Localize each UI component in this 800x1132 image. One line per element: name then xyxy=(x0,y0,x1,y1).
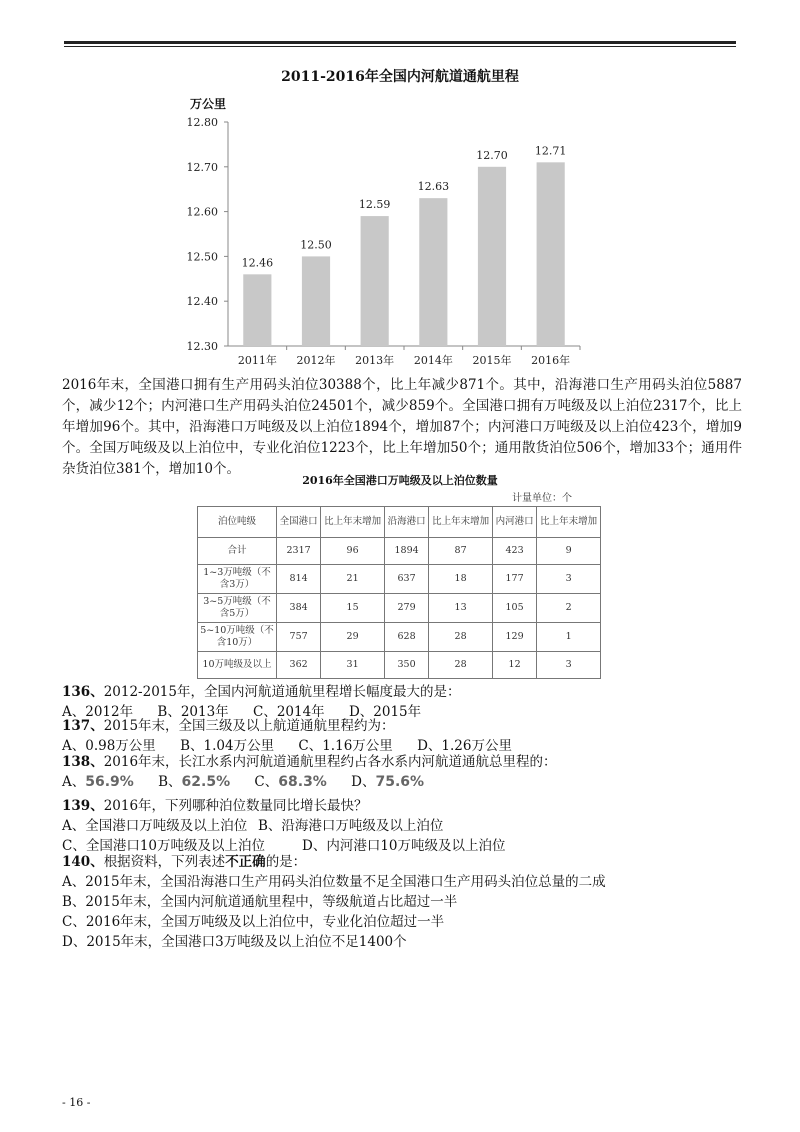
table-row-label: 合计 xyxy=(198,538,277,565)
table-cell: 628 xyxy=(384,623,428,652)
option-d: D、2015年 xyxy=(348,704,422,720)
option-b: B、1.04万公里 xyxy=(180,738,275,754)
option-a: A、0.98万公里 xyxy=(62,738,156,754)
table-title: 2016年全国港口万吨级及以上泊位数量 xyxy=(302,474,498,487)
question-stem: 2012-2015年，全国内河航道通航里程增长幅度最大的是： xyxy=(103,684,461,700)
table-header-cell: 全国港口 xyxy=(277,507,321,538)
table-cell: 177 xyxy=(492,565,536,594)
table-header-cell: 泊位吨级 xyxy=(198,507,277,538)
bar xyxy=(478,167,506,346)
emphasis-incorrect: 不正确 xyxy=(225,854,266,870)
question-number: 140 xyxy=(62,854,91,870)
option-c: C、2014年 xyxy=(252,704,325,720)
y-tick-label: 12.50 xyxy=(186,250,218,264)
table-header-cell: 内河港口 xyxy=(492,507,536,538)
x-tick-label: 2013年 xyxy=(355,354,395,367)
bar-value-label: 12.71 xyxy=(534,144,567,158)
option-a: A、2015年末，全国沿海港口生产用码头泊位数量不足全国港口生产用码头泊位总量的二成 xyxy=(62,874,606,890)
bar xyxy=(243,274,271,346)
body-paragraph: 2016年末，全国港口拥有生产用码头泊位30388个，比上年减少871个。其中，沿海港口生产用码头泊位5887个，减少12个；内河港口生产用码头泊位24501个，减少859个。全国港口拥有万吨级及以上泊位2317个，比上年增加96个。其中，沿海港口万吨级及以上泊位1894个，增加87个；内河港口万吨级及以上泊位423个，增加9个。全国万吨级及以上泊位中，专业化泊位1223个，比上年增加50个；通用散货泊位506个，增加33个；通用件杂货泊位381个，增加10个。 xyxy=(62,377,742,477)
bar xyxy=(302,256,330,346)
question-138: 138、2016年末，长江水系内河航道通航里程约占各水系内河航道通航总里程的： A、56.9% B、62.5% C、68.3% D、75.6% xyxy=(62,754,557,790)
table-row xyxy=(198,565,601,594)
y-tick-label: 12.30 xyxy=(186,340,218,353)
option-a: A、2012年 xyxy=(62,704,134,720)
option-b: B、沿海港口万吨级及以上泊位 xyxy=(258,818,444,834)
x-tick-label: 2016年 xyxy=(531,354,571,367)
option-c: C、1.16万公里 xyxy=(298,738,393,754)
table-cell: 350 xyxy=(384,652,428,679)
option-d-letter: D、 xyxy=(351,774,376,790)
option-b-value: 62.5% xyxy=(181,774,231,790)
y-tick-label: 12.70 xyxy=(186,160,218,174)
table-cell: 2 xyxy=(537,594,601,623)
x-tick-label: 2015年 xyxy=(472,354,512,367)
question-number: 137 xyxy=(62,718,91,734)
table-cell: 15 xyxy=(321,594,385,623)
table-cell: 18 xyxy=(429,565,493,594)
x-tick-label: 2012年 xyxy=(296,354,336,367)
table-row xyxy=(198,623,601,652)
table-cell: 1894 xyxy=(384,538,428,565)
question-stem: 2015年末，全国三级及以上航道通航里程约为： xyxy=(103,718,395,734)
table-cell: 9 xyxy=(537,538,601,565)
option-c: C、2016年末，全国万吨级及以上泊位中，专业化泊位超过一半 xyxy=(62,914,445,930)
table-row xyxy=(198,652,601,679)
question-number: 139 xyxy=(62,798,91,814)
option-b-letter: B、 xyxy=(158,774,182,790)
table-cell: 13 xyxy=(429,594,493,623)
table-cell: 637 xyxy=(384,565,428,594)
question-stem: 2016年，下列哪种泊位数量同比增长最快？ xyxy=(103,798,368,814)
y-tick-label: 12.60 xyxy=(186,205,218,219)
table-row-label: 1~3万吨级（不含3万） xyxy=(198,565,277,594)
option-a-letter: A、 xyxy=(62,774,86,790)
table-unit: 计量单位：个 xyxy=(512,493,572,504)
question-140: 140、根据资料，下列表述不正确的是： A、2015年末，全国沿海港口生产用码头泊位数量不足全国港口生产用码头泊位总量的二成 B、2015年末，全国内河航道通航里程中，等级航道占比超过一半 C、2016年末，全国万吨级及以上泊位中，专业化泊位超过一半 D、2015年末，全国港口3万吨级及以上泊位不足1400个 xyxy=(62,852,752,952)
table-cell: 362 xyxy=(277,652,321,679)
option-d: D、1.26万公里 xyxy=(417,738,512,754)
table-header-row xyxy=(198,507,601,538)
option-c-letter: C、 xyxy=(254,774,279,790)
bar-value-label: 12.59 xyxy=(358,198,391,212)
table-row-label: 10万吨级及以上 xyxy=(198,652,277,679)
table-cell: 279 xyxy=(384,594,428,623)
chart-title: 2011-2016年全国内河航道通航里程 xyxy=(281,69,519,85)
table-header-cell: 比上年末增加 xyxy=(321,507,385,538)
question-136: 136、2012-2015年，全国内河航道通航里程增长幅度最大的是： A、2012年 B、2013年 C、2014年 D、2015年 xyxy=(62,684,461,720)
table-cell: 29 xyxy=(321,623,385,652)
x-tick-label: 2014年 xyxy=(413,354,453,367)
option-d-value: 75.6% xyxy=(375,774,425,790)
table-row-label: 5~10万吨级（不含10万） xyxy=(198,623,277,652)
berth-table xyxy=(197,506,601,679)
table-cell: 21 xyxy=(321,565,385,594)
table-cell: 31 xyxy=(321,652,385,679)
option-a-value: 56.9% xyxy=(85,774,134,790)
table-cell: 3 xyxy=(537,652,601,679)
question-137: 137、2015年末，全国三级及以上航道通航里程约为： A、0.98万公里 B、1.04万公里 C、1.16万公里 D、1.26万公里 xyxy=(62,718,512,754)
y-axis-label: 万公里 xyxy=(190,97,227,111)
bar-value-label: 12.46 xyxy=(241,256,274,270)
table-cell: 87 xyxy=(429,538,493,565)
question-number: 138 xyxy=(62,754,91,770)
table-cell: 28 xyxy=(429,652,493,679)
table-header-cell: 比上年末增加 xyxy=(429,507,493,538)
table-cell: 96 xyxy=(321,538,385,565)
option-b: B、2015年末，全国内河航道通航里程中，等级航道占比超过一半 xyxy=(62,894,458,910)
option-c: C、全国港口10万吨级及以上泊位 xyxy=(62,838,266,854)
bar-value-label: 12.63 xyxy=(417,180,450,194)
option-a: A、全国港口万吨级及以上泊位 xyxy=(62,818,248,834)
bar xyxy=(361,216,389,346)
table-cell: 3 xyxy=(537,565,601,594)
table-cell: 28 xyxy=(429,623,493,652)
table-cell: 1 xyxy=(537,623,601,652)
table-cell: 423 xyxy=(492,538,536,565)
bar-value-label: 12.50 xyxy=(300,238,332,252)
table-row xyxy=(198,594,601,623)
question-stem: 2016年末，长江水系内河航道通航里程约占各水系内河航道通航总里程的： xyxy=(103,754,557,770)
table-cell: 384 xyxy=(277,594,321,623)
top-rule xyxy=(64,41,736,44)
x-tick-label: 2011年 xyxy=(237,354,277,367)
bar xyxy=(537,162,565,346)
bar xyxy=(419,198,447,346)
y-tick-label: 12.80 xyxy=(186,116,218,129)
table-cell: 12 xyxy=(492,652,536,679)
y-tick-label: 12.40 xyxy=(186,295,218,309)
table-header-cell: 沿海港口 xyxy=(384,507,428,538)
page-number: - 16 - xyxy=(62,1096,91,1109)
option-c-value: 68.3% xyxy=(278,774,327,790)
table-cell: 814 xyxy=(277,565,321,594)
table-cell: 105 xyxy=(492,594,536,623)
top-rule-thin xyxy=(64,46,736,47)
table-cell: 757 xyxy=(277,623,321,652)
table-row-label: 3~5万吨级（不含5万） xyxy=(198,594,277,623)
table-row xyxy=(198,538,601,565)
table-cell: 2317 xyxy=(277,538,321,565)
bar-chart xyxy=(180,92,600,374)
option-b: B、2013年 xyxy=(157,704,229,720)
option-d: D、2015年末，全国港口3万吨级及以上泊位不足1400个 xyxy=(62,934,407,950)
question-number: 136 xyxy=(62,684,91,700)
table-header-cell: 比上年末增加 xyxy=(537,507,601,538)
question-139: 139、2016年，下列哪种泊位数量同比增长最快？ A、全国港口万吨级及以上泊位 B、沿海港口万吨级及以上泊位 C、全国港口10万吨级及以上泊位 D、内河港口10万吨级及以上泊位 xyxy=(62,798,506,854)
option-d: D、内河港口10万吨级及以上泊位 xyxy=(302,838,506,854)
bar-value-label: 12.70 xyxy=(476,148,508,162)
table-cell: 129 xyxy=(492,623,536,652)
